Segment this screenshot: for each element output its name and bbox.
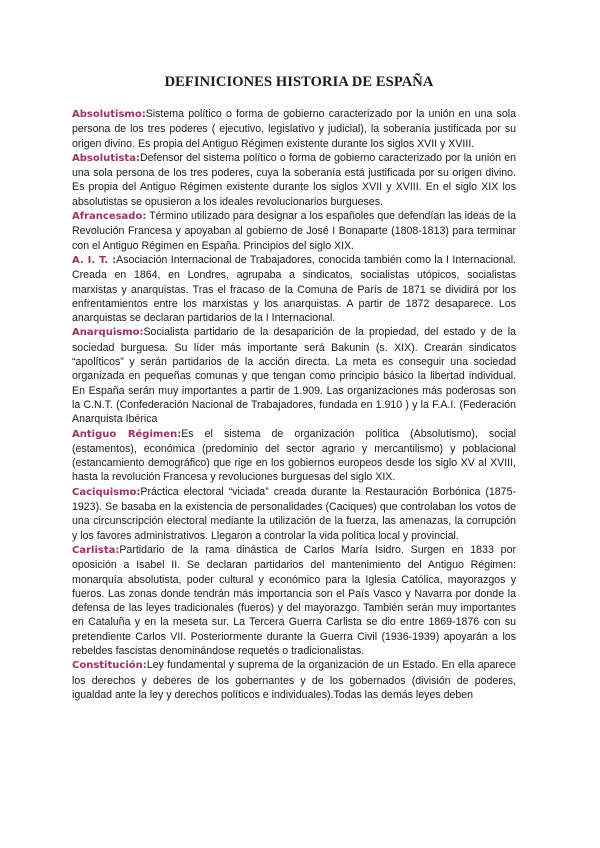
page-title: DEFINICIONES HISTORIA DE ESPAÑA	[164, 74, 434, 90]
definition-term: Anarquismo:	[72, 327, 144, 339]
definition-text: Sistema político o forma de gobierno caracterizado por la unión en una sola persona de los tres poderes ( ejecutivo, legislativo y judicial), la soberanía justificada por su origen divino. Es propia del Antiguo Régimen existente durante los siglos XVII y XVIII.	[72, 108, 516, 150]
definition-term: Afrancesado:	[72, 211, 147, 223]
definition-text: Defensor del sistema político o forma de gobierno caracterizado por la unión en una sola persona de los tres poderes, cuya la soberanía está justificada por su origen divino. Es propia del Antiguo Régimen existente durante los siglos XVII y XVIII. En el siglo XIX los absolutistas se opusieron a los ideales revolucionarios burgueses.	[72, 151, 516, 208]
definition-text: Ley fundamental y suprema de la organización de un Estado. En ella aparece los derechos y deberes de los gobernantes y de los gobernados (división de poderes, igualdad ante la ley y derechos políticos e individuales).Todas las demás leyes deben	[72, 659, 516, 701]
definition-entry-anarquismo	[72, 325, 516, 426]
definition-entry-carlista	[72, 543, 516, 658]
definition-text: Es el sistema de organización política (Absolutismo), social (estamentos), económica (predominio del sector agrario y mercantilismo) y poblacional (estancamiento demográfico) que rige en los gobiernos europeos desde los siglo XV al XVIII, hasta la revolución Francesa y revoluciones burguesas del siglo XIX.	[72, 427, 516, 484]
definition-entry-afrancesado	[72, 209, 516, 253]
definition-term: Caciquismo:	[72, 486, 141, 498]
definition-entry-caciquismo	[72, 485, 516, 543]
definition-text: Asociación Internacional de Trabajadores, conocida también como la I Internacional. Creada en 1864, en Londres, agrupaba a sindicatos, socialistas utópicos, socialistas marxistas y anarquistas. Tras el fracaso de la Comuna de París de 1871 se dividirá por los enfrentamientos entre los marxistas y los anarquistas. A partir de 1872 desaparece. Los anarquistas se declaran partidarios de la I Internacional.	[72, 253, 516, 325]
definition-term: Absolutismo:	[72, 109, 146, 120]
definition-text: Partidario de la rama dinástica de Carlos María Isidro. Surgen en 1833 por oposición a Isabel II. Se declaran partidarios del mantenimiento del Antiguo Régimen: monarquía absolutista, poder cultural y económico para la Iglesia Católica, mayorazgos y fueros. Las zonas donde tendrán más importancia son el País Vasco y Navarra por donde la defensa de las leyes tradicionales (fueros) y del mayorazgo. También serán muy importantes en Cataluña y en la meseta sur. La Tercera Guerra Carlista se dio entre 1869-1876 con su pretendiente Carlos VII. Posteriormente durante la Guerra Civil (1936-1939) apoyarán a los rebeldes fascistas denominándose requetés o tradicionalistas.	[72, 543, 516, 657]
definition-entry-absolutismo	[72, 107, 516, 151]
definition-entry-ait	[72, 253, 516, 325]
definition-term: Constitución:	[72, 660, 147, 672]
definition-term: Absolutista:	[72, 152, 140, 164]
definition-text: Término utilizado para designar a los españoles que defendían las ideas de la Revolución Francesa y apoyaban al gobierno de José I Bonaparte (1808-1813) para terminar con el Antiguo Régimen en España. Principios del siglo XIX.	[72, 210, 516, 252]
definition-text: Práctica electoral “viciada” creada durante la Restauración Borbónica (1875-1923). Se basaba en la existencia de personalidades (Caciques) que controlaban los votos de una circunscripción electoral mediante la utilización de la fuerza, las amenazas, la corrupción y los favores administrativos. Llegaron a controlar la vida política local y provincial.	[72, 485, 516, 542]
definition-term: Antiguo Régimen:	[72, 428, 182, 440]
definition-entry-absolutista	[72, 151, 516, 209]
definition-text: Socialista partidario de la desaparición de la propiedad, del estado y de la sociedad burguesa. Su líder más importante será Bakunin (s. XIX). Crearán sindicatos “apolíticos” y serán partidarios de la acción directa. La meta es conseguir una sociedad organizada en pequeñas comunas y que tengan como principio básico la libertad individual. En España serán muy importantes a partir de 1.909. Las organizaciones más poderosas son la C.N.T. (Confederación Nacional de Trabajadores, fundada en 1.910 ) y la F.A.I. (Federación Anarquista Ibérica	[72, 326, 516, 426]
definition-term: A. I. T. :	[72, 254, 117, 266]
definition-term: Carlista:	[72, 544, 120, 556]
definition-entry-constitucion	[72, 658, 516, 702]
definition-entry-antiguo-regimen	[72, 427, 516, 485]
